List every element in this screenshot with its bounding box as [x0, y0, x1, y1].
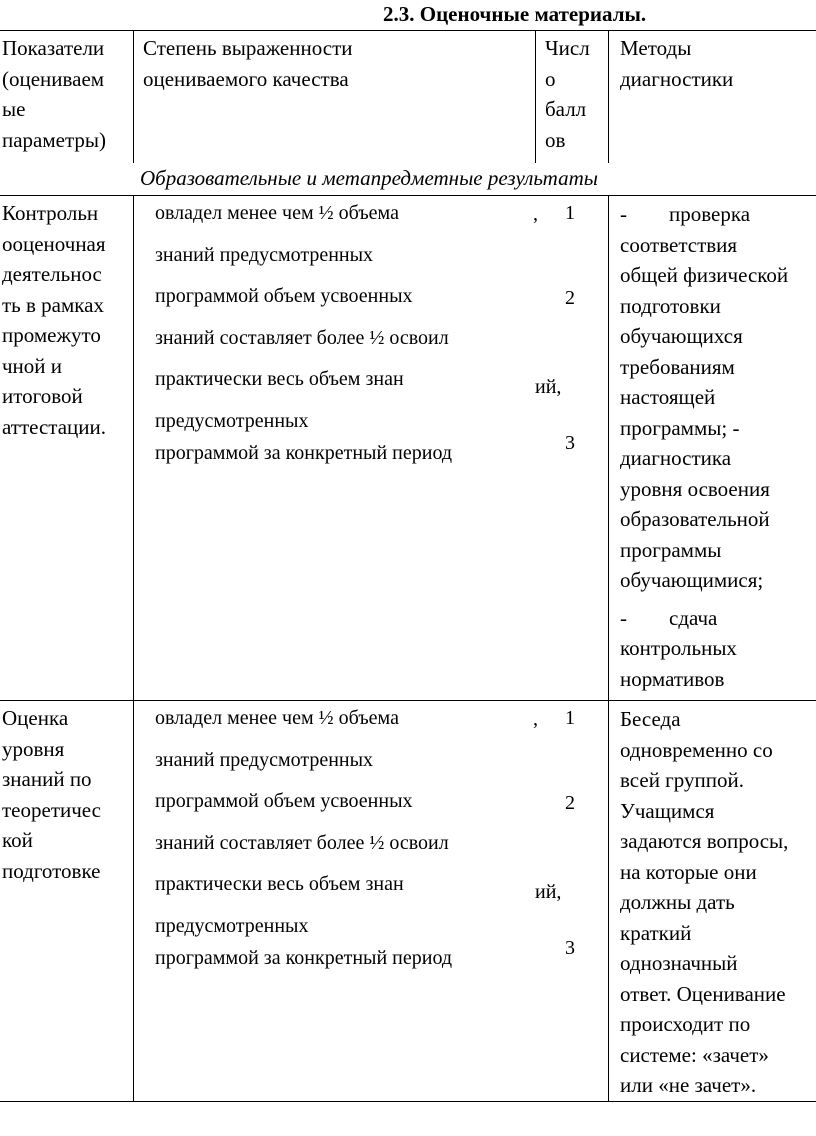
row1-methods: - проверка соответствия общей физической подготовки обучающихся требованиям настоящей программы; - диагностика уровня освоения образовательной программы обучающимися; - сдача контрольных нормативов — [620, 202, 789, 691]
col-divider-2-header — [535, 30, 536, 163]
row1-degree-line-6: предусмотренных — [155, 410, 309, 432]
row2-fragment-ii: ий, — [535, 881, 562, 903]
row2-degree-line-3: программой объем усвоенных — [155, 790, 413, 812]
row1-degree-line-1: овладел менее чем ½ объема — [155, 202, 399, 224]
header-methods: Методы диагностики — [620, 36, 734, 91]
page-title: 2.3. Оценочные материалы. — [383, 2, 647, 26]
row1-degree-line-3: программой объем усвоенных — [155, 285, 413, 307]
row2-score-2: 2 — [565, 792, 575, 814]
row2-methods: Беседа одновременно со всей группой. Учащимся задаются вопросы, на которые они должны дать краткий однозначный ответ. Оценивание происходит по системе: «зачет» или «не зачет». — [620, 707, 789, 1097]
row2-score-3: 3 — [565, 937, 575, 959]
col-divider-1 — [133, 195, 134, 1101]
header-degree: Степень выраженности оцениваемого качества — [143, 36, 353, 91]
row2-degree-line-6: предусмотренных — [155, 915, 309, 937]
row2-degree-line-7: программой за конкретный период — [155, 947, 453, 969]
col-divider-1-header — [133, 30, 134, 163]
row1-degree-line-7: программой за конкретный период — [155, 442, 453, 464]
row2-degree-line-5: практически весь объем знан — [155, 873, 404, 895]
row1-degree-line-2: знаний предусмотренных — [155, 244, 374, 266]
row1-indicator: Контрольн ооценочная деятельнос ть в рамках промежуто чной и итоговой аттестации. — [2, 201, 107, 439]
row2-degree-line-4: знаний составляет более ½ освоил — [155, 832, 449, 854]
row2-degree-line-2: знаний предусмотренных — [155, 749, 374, 771]
row1-score-3: 3 — [565, 432, 575, 454]
table-top-border — [0, 30, 816, 31]
row2-score-1: 1 — [565, 707, 575, 729]
row1-fragment-comma: , — [533, 203, 538, 225]
row1-score-2: 2 — [565, 287, 575, 309]
row1-fragment-ii: ий, — [535, 376, 562, 398]
col-divider-3-header — [608, 30, 609, 163]
row1-degree-line-4: знаний составляет более ½ освоил — [155, 327, 449, 349]
row1-score-1: 1 — [565, 202, 575, 224]
row1-degree-line-5: практически весь объем знан — [155, 368, 404, 390]
table-bottom-border — [0, 1101, 816, 1102]
row2-degree-line-1: овладел менее чем ½ объема — [155, 707, 399, 729]
section-border — [0, 195, 816, 196]
row2-indicator: Оценка уровня знаний по теоретичес кой подготовке — [2, 706, 101, 883]
row2-fragment-comma: , — [533, 708, 538, 730]
header-indicators: Показатели (оцениваем ые параметры) — [2, 36, 107, 152]
section-title: Образовательные и метапредметные результаты — [140, 166, 598, 190]
col-divider-3 — [608, 195, 609, 1101]
row-divider — [0, 700, 816, 701]
header-points: Числ о балл ов — [545, 36, 590, 152]
